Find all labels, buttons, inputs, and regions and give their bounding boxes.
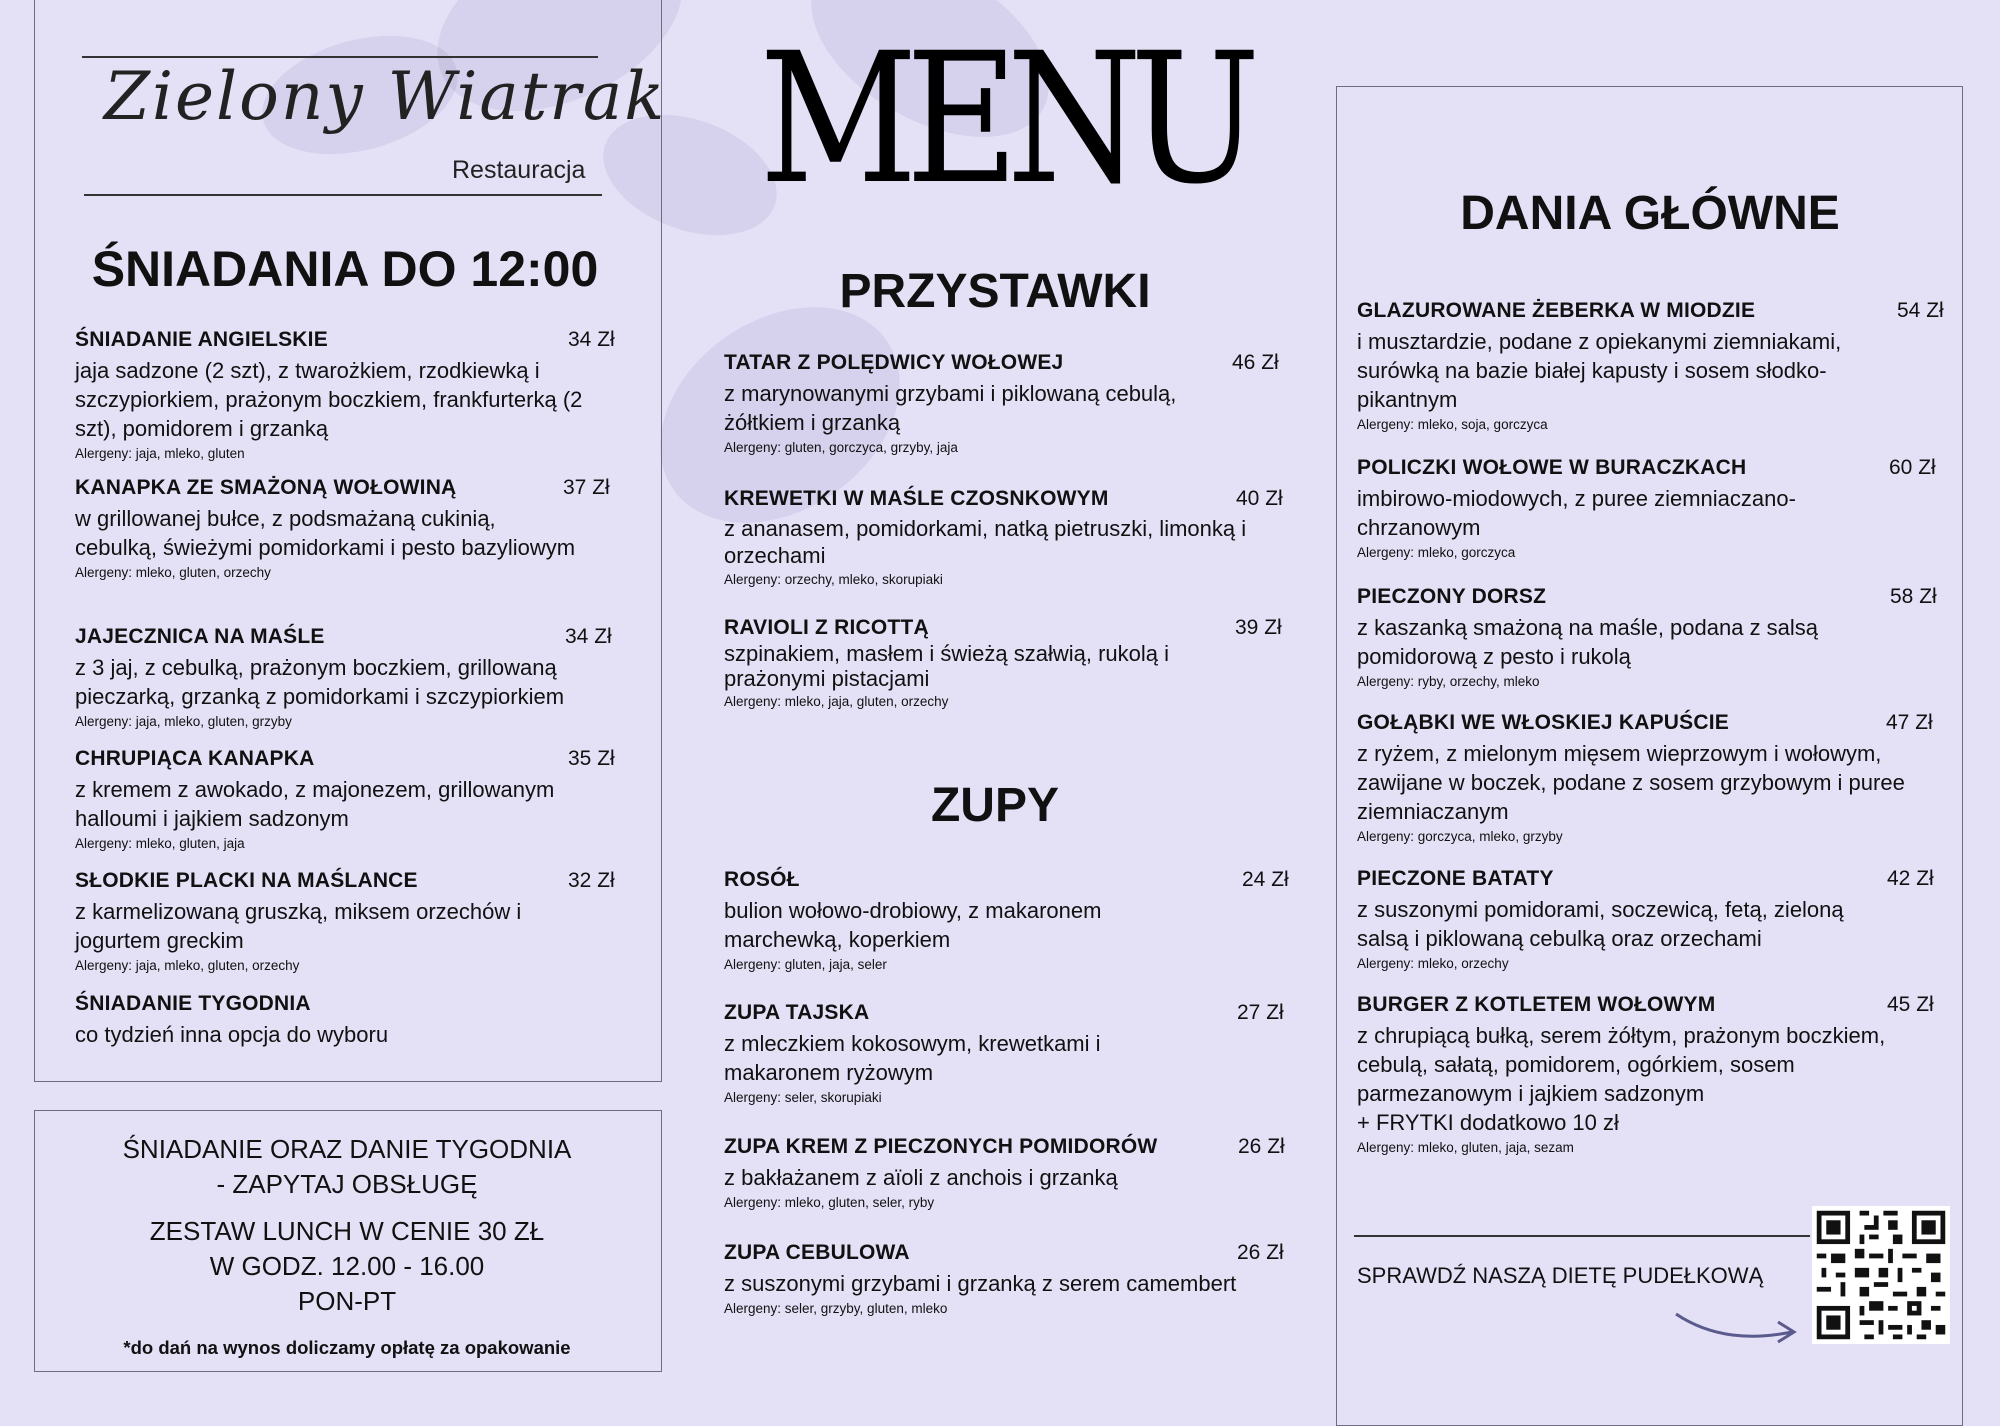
item-name: BURGER Z KOTLETEM WOŁOWYM: [1357, 993, 1716, 1016]
item-price: 40 Zł: [1236, 487, 1283, 510]
divider: [1354, 1235, 1810, 1237]
item-price: 54 Zł: [1897, 299, 1944, 322]
info-line: - ZAPYTAJ OBSŁUGĘ: [216, 1169, 478, 1199]
item-price: 45 Zł: [1887, 993, 1934, 1016]
item-description: z kremem z awokado, z majonezem, grillowanym halloumi i jajkiem sadzonym: [75, 777, 555, 831]
item-name: JAJECZNICA NA MAŚLE: [75, 625, 325, 648]
menu-item: [1357, 992, 1952, 1157]
menu-item: [724, 350, 1294, 457]
item-allergens: Alergeny: gorczyca, mleko, grzyby: [1357, 829, 1563, 844]
menu-item: [75, 624, 620, 731]
menu-item: [724, 615, 1294, 711]
item-name: TATAR Z POLĘDWICY WOŁOWEJ: [724, 351, 1064, 374]
menu-item: [1357, 866, 1952, 973]
item-price: 58 Zł: [1890, 585, 1937, 608]
logo-script: Zielony Wiatrak: [104, 58, 667, 135]
starters-heading: PRZYSTAWKI: [839, 265, 1151, 318]
item-description: bulion wołowo-drobiowy, z makaronem marchewką, koperkiem: [724, 898, 1102, 952]
item-description: z ananasem, pomidorkami, natką pietruszki, limonką i orzechami: [724, 516, 1247, 568]
item-price: 37 Zł: [563, 476, 610, 499]
item-name: CHRUPIĄCA KANAPKA: [75, 747, 315, 770]
menu-item: [75, 746, 620, 853]
item-description: z ryżem, z mielonym mięsem wieprzowym i wołowym, zawijane w boczek, podane z sosem grzybowym i puree ziemniaczanym: [1357, 741, 1905, 824]
menu-item: [1357, 455, 1952, 562]
item-name: ROSÓŁ: [724, 868, 800, 891]
item-description: i musztardzie, podane z opiekanymi ziemniakami, surówką na bazie białej kapusty i sosem słodko-pikantnym: [1357, 329, 1842, 412]
menu-title: MENU: [759, 15, 1249, 224]
menu-item: [724, 1000, 1294, 1107]
logo-subtitle: Restauracja: [452, 156, 586, 184]
info-line: PON-PT: [297, 1286, 397, 1316]
item-allergens: Alergeny: orzechy, mleko, skorupiaki: [724, 572, 943, 587]
takeaway-note: *do dań na wynos doliczamy opłatę za opakowanie: [123, 1337, 571, 1358]
qr-code-icon[interactable]: [1812, 1206, 1950, 1344]
menu-item: [1357, 710, 1952, 846]
item-allergens: Alergeny: jaja, mleko, gluten, orzechy: [75, 958, 300, 973]
info-line: ŚNIADANIE ORAZ DANIE TYGODNIA: [122, 1134, 572, 1164]
item-name: KREWETKI W MAŚLE CZOSNKOWYM: [724, 487, 1109, 510]
item-allergens: Alergeny: gluten, jaja, seler: [724, 957, 887, 972]
item-allergens: Alergeny: jaja, mleko, gluten: [75, 446, 245, 461]
item-allergens: Alergeny: mleko, gluten, orzechy: [75, 565, 271, 580]
item-price: 47 Zł: [1886, 711, 1933, 734]
logo-bottom-rule: [84, 194, 602, 196]
boxdiet-text: SPRAWDŹ NASZĄ DIETĘ PUDEŁKOWĄ: [1357, 1263, 1764, 1288]
item-description: z mleczkiem kokosowym, krewetkami i makaronem ryżowym: [724, 1031, 1101, 1085]
item-description: z karmelizowaną gruszką, miksem orzechów i jogurtem greckim: [75, 899, 522, 953]
item-name: ŚNIADANIE TYGODNIA: [75, 992, 311, 1015]
menu-item: [724, 486, 1294, 589]
item-price: 34 Zł: [568, 328, 615, 351]
item-price: 42 Zł: [1887, 867, 1934, 890]
menu-item: [1357, 584, 1952, 691]
menu-item: [75, 991, 620, 1049]
item-description: z suszonymi grzybami i grzanką z serem camembert: [724, 1271, 1237, 1296]
menu-item: [75, 327, 620, 463]
item-price: 46 Zł: [1232, 351, 1279, 374]
item-name: RAVIOLI Z RICOTTĄ: [724, 616, 929, 639]
item-description: imbirowo-miodowych, z puree ziemniaczano-chrzanowym: [1357, 486, 1796, 540]
info-line: W GODZ. 12.00 - 16.00: [209, 1251, 485, 1281]
item-name: SŁODKIE PLACKI NA MAŚLANCE: [75, 869, 418, 892]
item-description: jaja sadzone (2 szt), z twarożkiem, rzodkiewką i szczypiorkiem, prażonym boczkiem, frankfurterką (2 szt), pomidorem i grzanką: [75, 358, 583, 441]
item-description: z kaszanką smażoną na maśle, podana z salsą pomidorową z pesto i rukolą: [1357, 615, 1819, 669]
item-name: POLICZKI WOŁOWE W BURACZKACH: [1357, 456, 1747, 479]
item-description: z marynowanymi grzybami i piklowaną cebulą, żółtkiem i grzanką: [724, 381, 1177, 435]
item-price: 32 Zł: [568, 869, 615, 892]
item-name: PIECZONY DORSZ: [1357, 585, 1547, 608]
item-name: KANAPKA ZE SMAŻONĄ WOŁOWINĄ: [75, 476, 457, 499]
arrow-right-icon: [1672, 1310, 1802, 1350]
item-price: 39 Zł: [1235, 616, 1282, 639]
menu-item: [75, 475, 610, 582]
item-price: 60 Zł: [1889, 456, 1936, 479]
item-extra: + FRYTKI dodatkowo 10 zł: [1357, 1110, 1619, 1135]
item-allergens: Alergeny: mleko, gorczyca: [1357, 545, 1516, 560]
spacer: [34, 1202, 660, 1214]
item-name: GOŁĄBKI WE WŁOSKIEJ KAPUŚCIE: [1357, 711, 1729, 734]
item-description: z bakłażanem z aïoli z anchois i grzanką: [724, 1165, 1118, 1190]
item-description: z 3 jaj, z cebulką, prażonym boczkiem, grillowaną pieczarką, grzanką z pomidorkami i szczypiorkiem: [75, 655, 565, 709]
item-allergens: Alergeny: mleko, gluten, seler, ryby: [724, 1195, 935, 1210]
item-price: 35 Zł: [568, 747, 615, 770]
item-name: ZUPA KREM Z PIECZONYCH POMIDORÓW: [724, 1135, 1158, 1158]
item-name: ŚNIADANIE ANGIELSKIE: [75, 328, 328, 351]
menu-item: [75, 868, 615, 975]
item-description: z chrupiącą bułką, serem żółtym, prażonym boczkiem, cebulą, sałatą, pomidorem, ogórkiem, sosem parmezanowym i jajkiem sadzonym: [1357, 1023, 1886, 1106]
item-name: PIECZONE BATATY: [1357, 867, 1554, 890]
item-allergens: Alergeny: seler, grzyby, gluten, mleko: [724, 1301, 948, 1316]
item-price: 26 Zł: [1237, 1241, 1284, 1264]
item-name: GLAZUROWANE ŻEBERKA W MIODZIE: [1357, 299, 1756, 322]
item-allergens: Alergeny: mleko, orzechy: [1357, 956, 1509, 971]
item-allergens: Alergeny: mleko, gluten, jaja, sezam: [1357, 1140, 1574, 1155]
mains-heading: DANIA GŁÓWNE: [1460, 187, 1840, 240]
item-allergens: Alergeny: mleko, soja, gorczyca: [1357, 417, 1548, 432]
item-name: ZUPA TAJSKA: [724, 1001, 870, 1024]
menu-item: [724, 1240, 1294, 1318]
menu-item: [724, 1134, 1294, 1212]
info-text: [34, 1132, 660, 1319]
info-line: ZESTAW LUNCH W CENIE 30 ZŁ: [149, 1216, 545, 1246]
item-price: 24 Zł: [1242, 868, 1289, 891]
item-name: ZUPA CEBULOWA: [724, 1241, 910, 1264]
item-price: 26 Zł: [1238, 1135, 1285, 1158]
item-allergens: Alergeny: gluten, gorczyca, grzyby, jaja: [724, 440, 958, 455]
item-description: w grillowanej bułce, z podsmażaną cukinią, cebulką, świeżymi pomidorkami i pesto bazyliowym: [75, 506, 576, 560]
item-allergens: Alergeny: ryby, orzechy, mleko: [1357, 674, 1540, 689]
item-description: co tydzień inna opcja do wyboru: [75, 1022, 389, 1047]
item-allergens: Alergeny: mleko, jaja, gluten, orzechy: [724, 694, 949, 709]
item-description: z suszonymi pomidorami, soczewicą, fetą, zieloną salsą i piklowaną cebulką oraz orzechami: [1357, 897, 1844, 951]
menu-item: [1357, 298, 1952, 434]
breakfast-heading: ŚNIADANIA DO 12:00: [91, 241, 599, 297]
item-allergens: Alergeny: jaja, mleko, gluten, grzyby: [75, 714, 292, 729]
soups-heading: ZUPY: [930, 779, 1059, 832]
item-allergens: Alergeny: mleko, gluten, jaja: [75, 836, 245, 851]
item-price: 34 Zł: [565, 625, 612, 648]
item-description: szpinakiem, masłem i świeżą szałwią, rukolą i prażonymi pistacjami: [724, 641, 1170, 691]
item-price: 27 Zł: [1237, 1001, 1284, 1024]
item-allergens: Alergeny: seler, skorupiaki: [724, 1090, 882, 1105]
menu-item: [724, 867, 1294, 974]
